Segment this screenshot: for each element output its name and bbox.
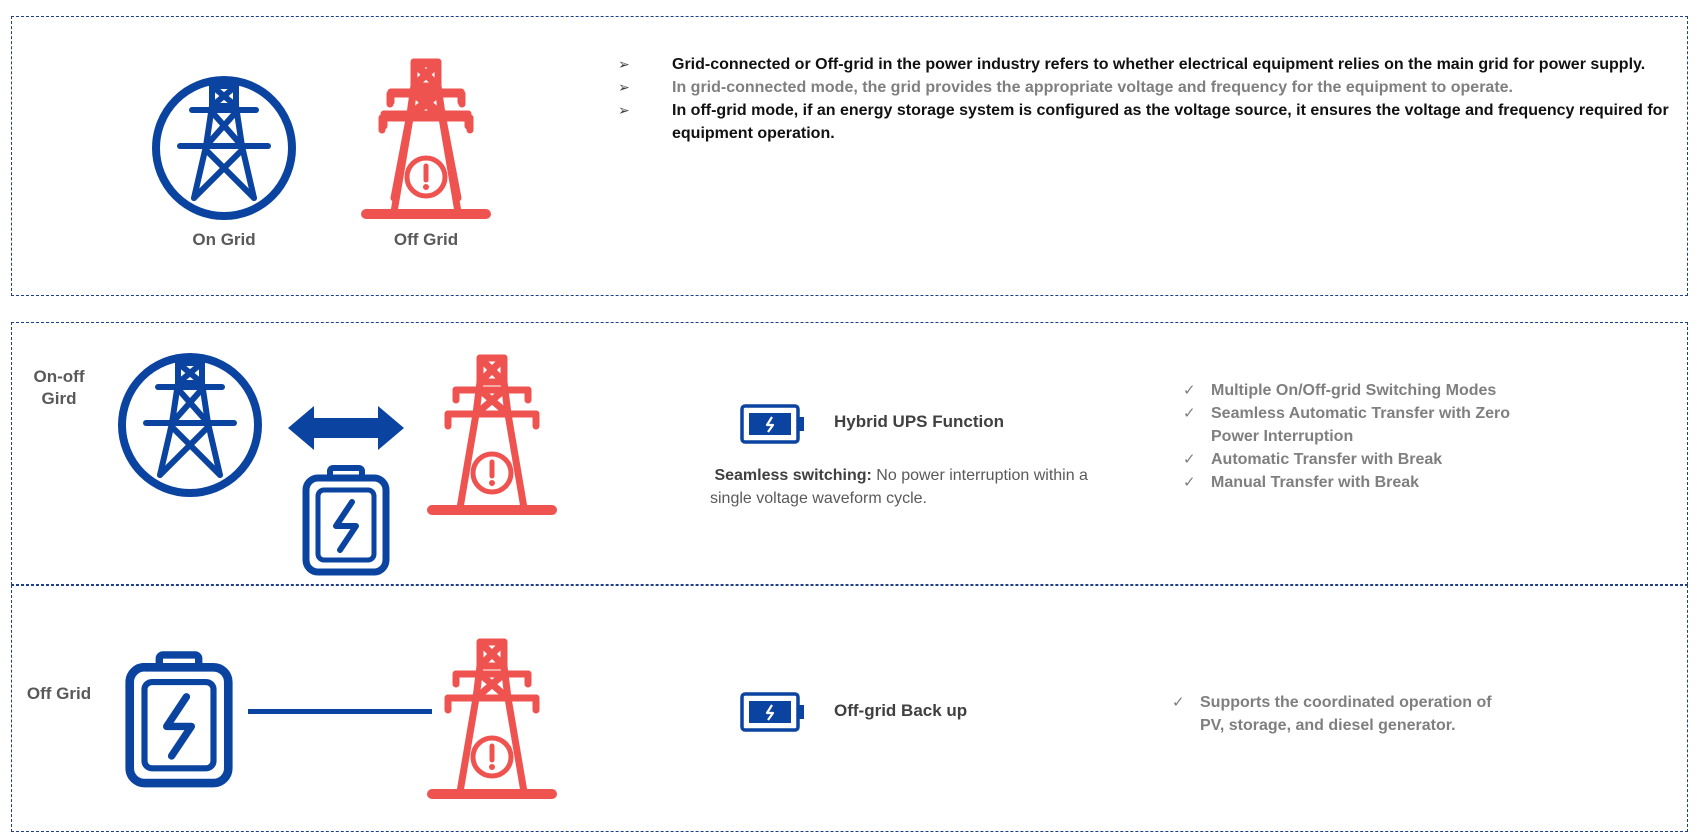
list-item: ✓ Supports the coordinated operation of PV, storage, and diesel generator.	[1172, 691, 1492, 737]
off-grid-features-list	[1172, 691, 1492, 737]
list-item: ✓ Automatic Transfer with Break	[1183, 448, 1513, 471]
check-icon: ✓	[1183, 451, 1196, 468]
seamless-switching-description	[710, 464, 1100, 510]
bullet-arrow-icon: ➢	[618, 79, 630, 95]
hybrid-ups-title: Hybrid UPS Function	[834, 412, 1004, 431]
check-icon: ✓	[1183, 474, 1196, 491]
check-icon: ✓	[1183, 382, 1196, 399]
battery-bolt-icon	[124, 650, 234, 788]
battery-bolt-icon	[302, 464, 390, 576]
intro-bullet: ➢ In grid-connected mode, the grid provides the appropriate voltage and frequency for the equipment to operate.	[618, 76, 1678, 99]
on-grid-label: On Grid	[192, 230, 256, 249]
list-item: ✓ Manual Transfer with Break	[1183, 471, 1513, 494]
bullet-arrow-icon: ➢	[618, 102, 630, 118]
connection-line	[248, 709, 432, 714]
list-item: ✓ Seamless Automatic Transfer with Zero Power Interruption	[1183, 402, 1513, 448]
intro-bullet-list	[618, 53, 1678, 145]
switching-modes-list	[1183, 379, 1513, 494]
check-icon: ✓	[1172, 694, 1185, 711]
double-arrow-icon	[288, 404, 404, 452]
intro-bullet: ➢ Grid-connected or Off-grid in the power industry refers to whether electrical equipment relies on the main grid for power supply.	[618, 53, 1678, 76]
list-item: ✓ Multiple On/Off-grid Switching Modes	[1183, 379, 1513, 402]
off-grid-backup-title: Off-grid Back up	[834, 701, 968, 720]
bullet-arrow-icon: ➢	[618, 56, 630, 72]
intro-bullet: ➢ In off-grid mode, if an energy storage system is configured as the voltage source, it ensures the voltage and frequency required for equipment operation.	[618, 99, 1678, 145]
grid-tower-circle-icon	[116, 353, 264, 497]
off-grid-label: Off Grid	[393, 230, 459, 249]
desc-text: No power interruption within a single voltage waveform cycle.	[710, 467, 1088, 507]
off-grid-tower-warning-icon	[362, 56, 490, 222]
on-grid-tower-icon	[150, 76, 298, 220]
off-grid-tower-warning-icon	[428, 636, 556, 802]
off-grid-tower-warning-icon	[428, 352, 556, 518]
off-grid-section-label: Off Grid	[26, 684, 92, 703]
on-off-grid-label: On-off Gird	[33, 367, 85, 408]
battery-horizontal-icon	[740, 692, 806, 732]
battery-horizontal-icon	[740, 404, 806, 444]
desc-bold: Seamless switching:	[714, 467, 872, 484]
check-icon: ✓	[1183, 405, 1196, 422]
